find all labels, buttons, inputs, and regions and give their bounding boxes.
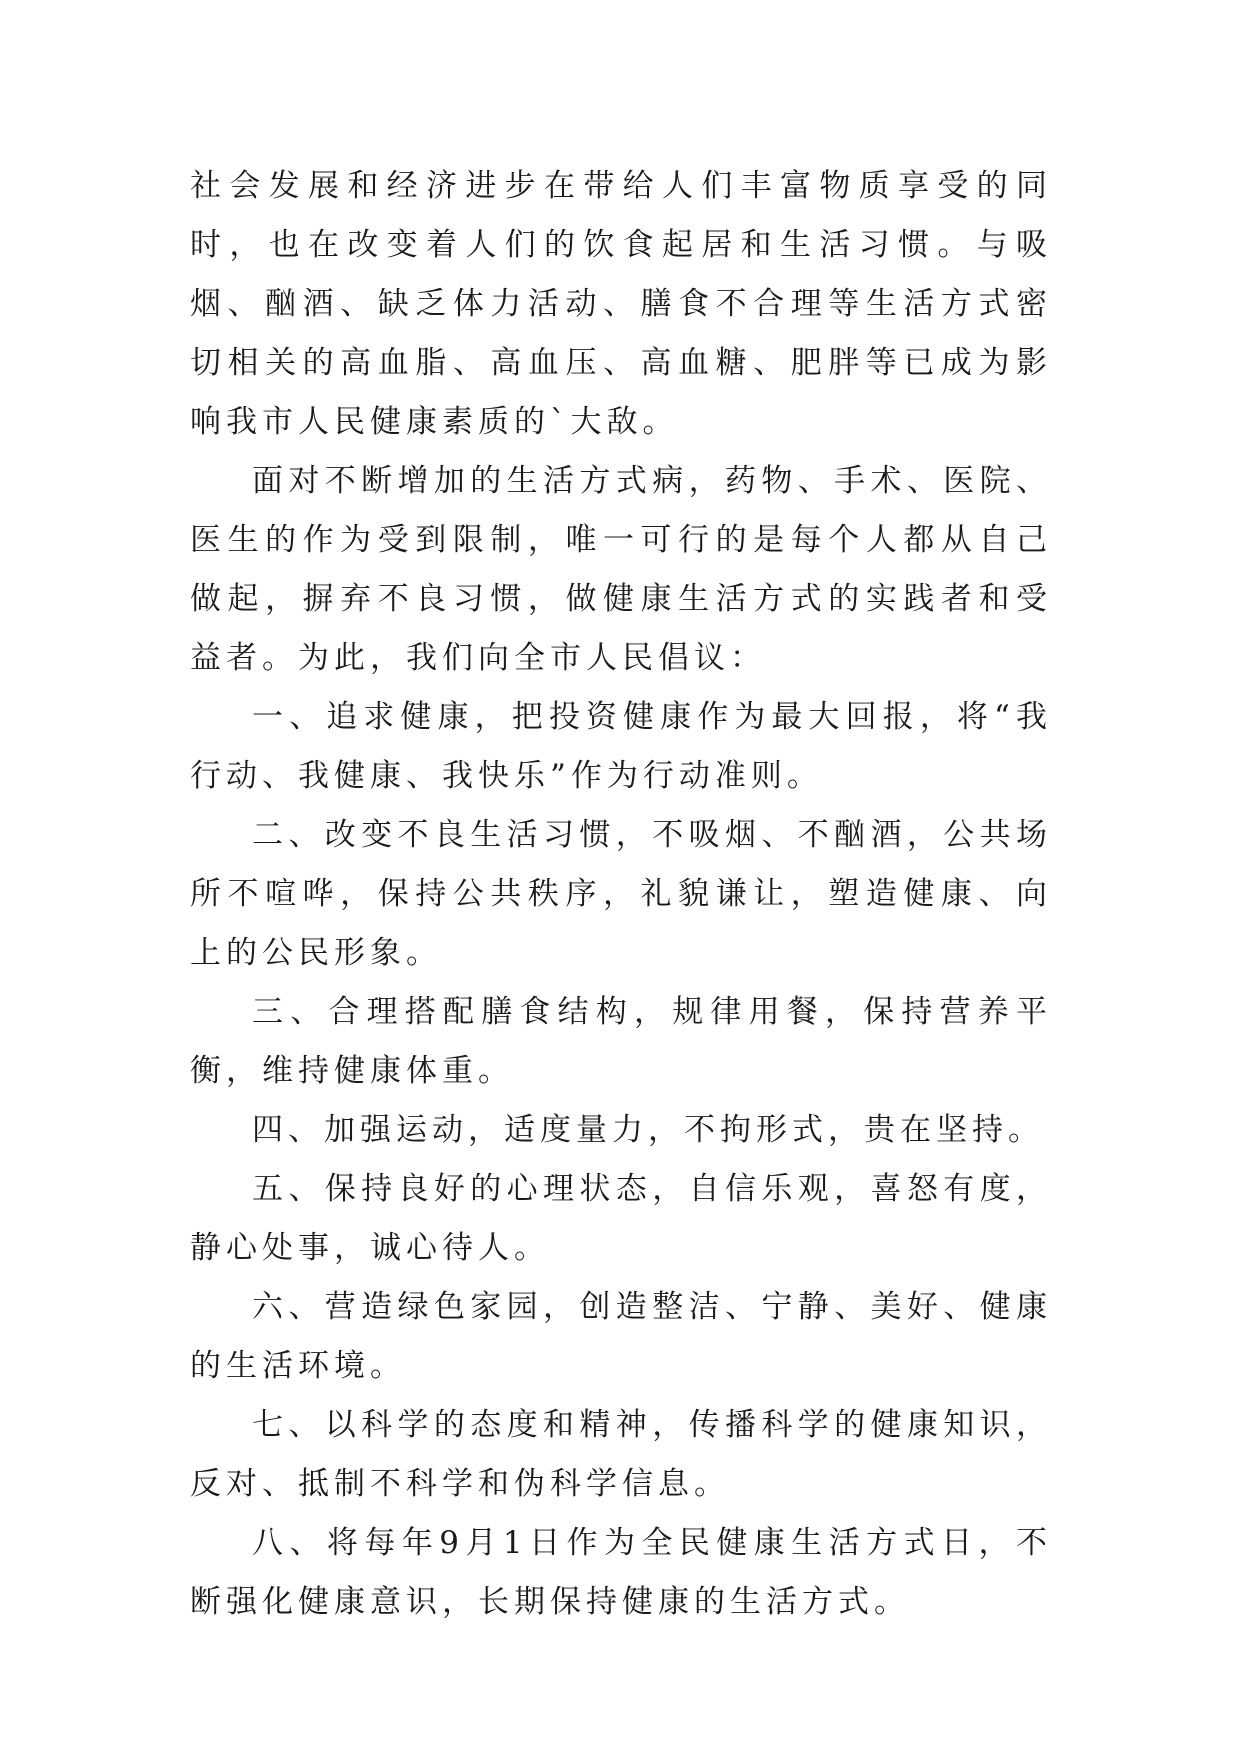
paragraph-item-5: 五、保持良好的心理状态，自信乐观，喜怒有度，静心处事，诚心待人。 [190, 1171, 1052, 1266]
paragraph-item-1: 一、追求健康，把投资健康作为最大回报，将“我行动、我健康、我快乐”作为行动准则。 [190, 699, 1052, 794]
paragraph-intro: 社会发展和经济进步在带给人们丰富物质享受的同时，也在改变着人们的饮食起居和生活习惯。与吸烟、酗酒、缺乏体力活动、膳食不合理等生活方式密切相关的高血脂、高血压、高血糖、肥胖等已成为影响我市人民健康素质的`大敌。 [190, 168, 1052, 440]
paragraph-item-8: 八、将每年9月1日作为全民健康生活方式日，不断强化健康意识，长期保持健康的生活方式。 [190, 1525, 1052, 1620]
paragraph-item-6: 六、营造绿色家园，创造整洁、宁静、美好、健康的生活环境。 [190, 1289, 1052, 1384]
paragraph-item-2: 二、改变不良生活习惯，不吸烟、不酗酒，公共场所不喧哗，保持公共秩序，礼貌谦让，塑造健康、向上的公民形象。 [190, 817, 1052, 971]
paragraph-context: 面对不断增加的生活方式病，药物、手术、医院、医生的作为受到限制，唯一可行的是每个人都从自己做起，摒弃不良习惯，做健康生活方式的实践者和受益者。为此，我们向全市人民倡议： [190, 463, 1052, 676]
paragraph-item-7: 七、以科学的态度和精神，传播科学的健康知识，反对、抵制不科学和伪科学信息。 [190, 1407, 1052, 1502]
paragraph-item-4: 四、加强运动，适度量力，不拘形式，贵在坚持。 [252, 1112, 1044, 1148]
paragraph-item-3: 三、合理搭配膳食结构，规律用餐，保持营养平衡，维持健康体重。 [190, 994, 1052, 1089]
document-body [190, 157, 1052, 1632]
